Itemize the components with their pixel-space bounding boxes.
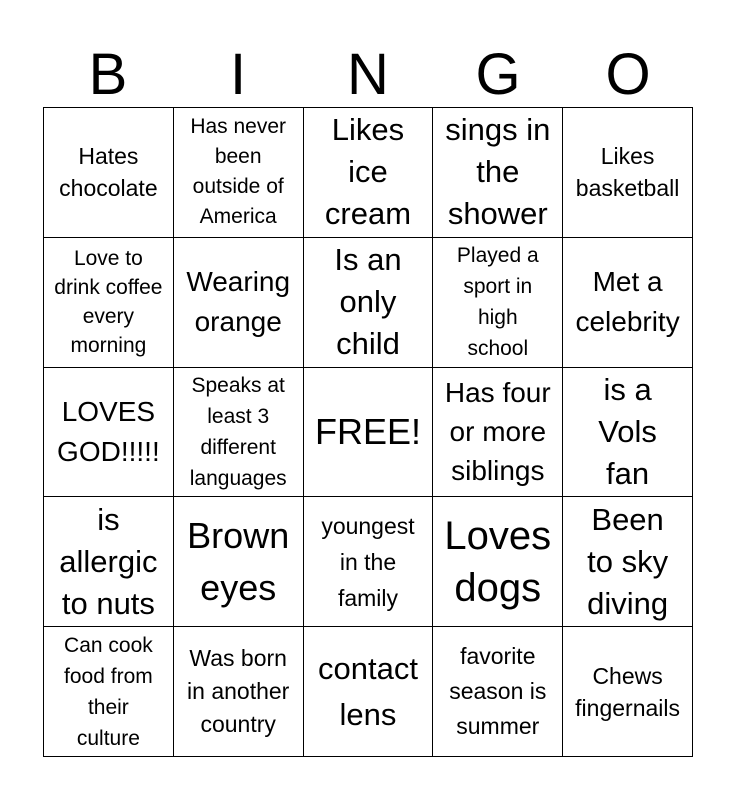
bingo-cell[interactable] bbox=[433, 497, 563, 627]
bingo-cell[interactable] bbox=[563, 368, 693, 498]
bingo-cell[interactable] bbox=[44, 368, 174, 498]
bingo-cell[interactable] bbox=[174, 497, 304, 627]
bingo-cell[interactable] bbox=[304, 108, 434, 238]
bingo-cell[interactable] bbox=[174, 238, 304, 368]
cell-text: Loves dogs bbox=[444, 513, 552, 610]
cell-text: Wearing orange bbox=[186, 266, 291, 338]
bingo-cell[interactable] bbox=[304, 497, 434, 627]
bingo-cell[interactable] bbox=[44, 497, 174, 627]
cell-text: Chews fingernails bbox=[575, 662, 681, 721]
bingo-cell[interactable] bbox=[563, 497, 693, 627]
cell-text: Hates chocolate bbox=[59, 143, 158, 202]
cell-text: Has four or more siblings bbox=[444, 377, 551, 487]
bingo-cell[interactable] bbox=[174, 368, 304, 498]
cell-text: Brown eyes bbox=[187, 514, 290, 608]
cell-text: Is an only child bbox=[334, 242, 402, 362]
cell-text: sings in the shower bbox=[445, 112, 551, 232]
cell-text: Speaks at least 3 different languages bbox=[189, 373, 287, 490]
bingo-cell[interactable] bbox=[174, 108, 304, 238]
bingo-cell[interactable] bbox=[433, 238, 563, 368]
cell-text: Likes ice cream bbox=[324, 112, 412, 232]
cell-text: Can cook food from their culture bbox=[64, 633, 153, 750]
bingo-cell[interactable] bbox=[44, 238, 174, 368]
bingo-cell[interactable] bbox=[563, 108, 693, 238]
cell-text: Has never been outside of America bbox=[190, 115, 287, 229]
cell-text: Was born in another country bbox=[187, 645, 290, 738]
header-letter-g: G bbox=[475, 42, 521, 107]
bingo-cell[interactable] bbox=[433, 108, 563, 238]
cell-text: Love to drink coffee every morning bbox=[54, 247, 163, 358]
cell-text: FREE! bbox=[314, 410, 421, 452]
bingo-cell[interactable] bbox=[433, 368, 563, 498]
bingo-cell[interactable] bbox=[304, 627, 434, 757]
bingo-grid bbox=[43, 107, 693, 757]
bingo-cell[interactable] bbox=[44, 108, 174, 238]
cell-text: youngest in the family bbox=[321, 512, 415, 611]
bingo-header bbox=[43, 44, 693, 106]
cell-text: Likes basketball bbox=[575, 143, 680, 202]
bingo-cell[interactable] bbox=[174, 627, 304, 757]
header-letter-b: B bbox=[88, 42, 128, 107]
header-letter-i: I bbox=[229, 42, 247, 107]
cell-text: contact lens bbox=[318, 650, 418, 732]
header-letter-n: N bbox=[347, 42, 389, 107]
cell-text: Been to sky diving bbox=[587, 501, 669, 621]
cell-text: Met a celebrity bbox=[575, 266, 680, 338]
cell-text: LOVES GOD!!!!! bbox=[57, 395, 160, 467]
bingo-cell[interactable] bbox=[563, 238, 693, 368]
cell-text: is allergic to nuts bbox=[59, 501, 158, 621]
bingo-cell[interactable] bbox=[44, 627, 174, 757]
bingo-cell[interactable] bbox=[433, 627, 563, 757]
cell-text: Played a sport in high school bbox=[456, 244, 539, 361]
free-space[interactable] bbox=[304, 368, 434, 498]
bingo-cell[interactable] bbox=[304, 238, 434, 368]
bingo-cell[interactable] bbox=[563, 627, 693, 757]
cell-text: is a Vols fan bbox=[598, 371, 657, 491]
cell-text: favorite season is summer bbox=[449, 643, 547, 740]
header-letter-o: O bbox=[605, 42, 651, 107]
